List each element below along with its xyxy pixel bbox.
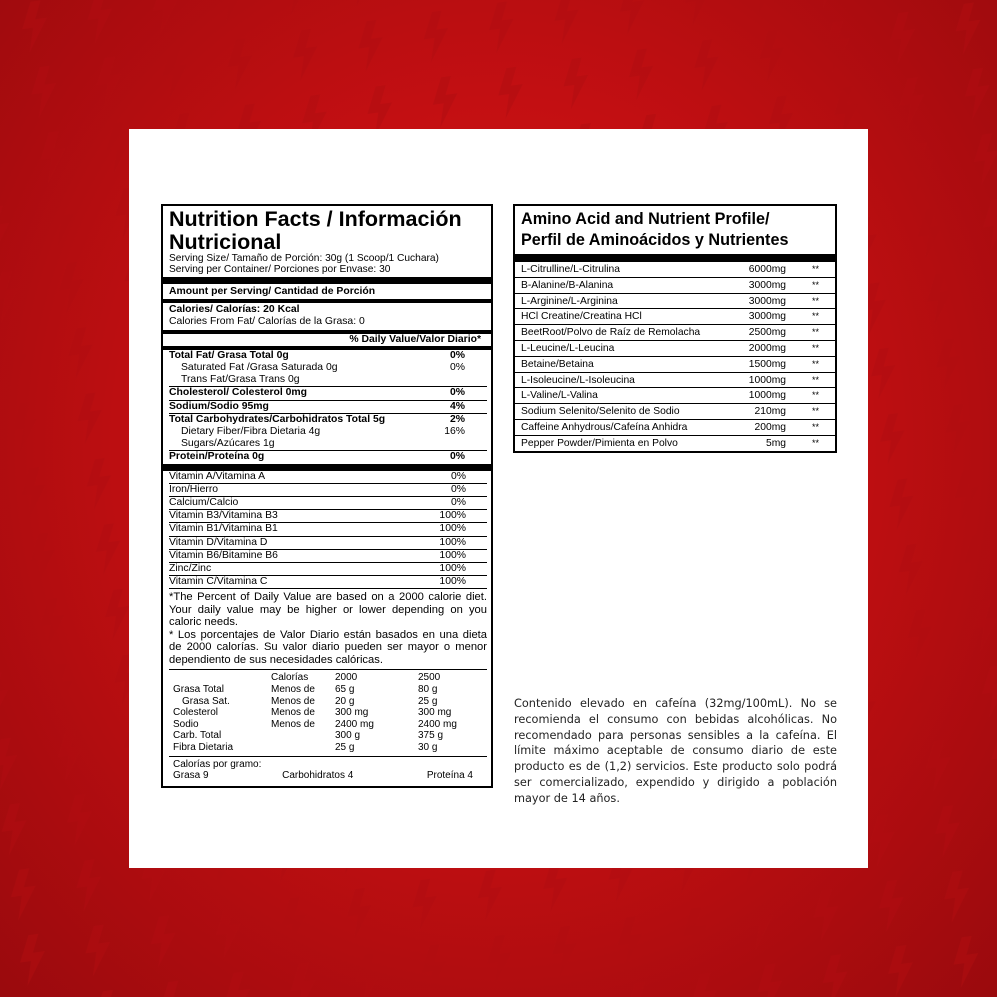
daily-value-footnote xyxy=(169,588,487,669)
nutrient-row: Cholesterol/ Colesterol 0mg 0% xyxy=(169,386,487,399)
calories-per-gram-values: Grasa 9 Carbohidratos 4 Proteína 4 xyxy=(173,770,473,782)
vitamin-row: Zinc/Zinc 100% xyxy=(169,562,487,575)
thick-divider xyxy=(163,277,491,284)
amount-per-serving: Amount per Serving/ Cantidad de Porción xyxy=(169,286,376,297)
nutrient-row: Saturated Fat /Grasa Saturada 0g 0% xyxy=(181,362,465,374)
amino-row: BeetRoot/Polvo de Raíz de Remolacha 2500mg ** xyxy=(515,324,835,340)
vitamin-row: Iron/Hierro 0% xyxy=(169,483,487,496)
vitamin-row: Calcium/Calcio 0% xyxy=(169,496,487,509)
vitamin-row: Vitamin D/Vitamina D 100% xyxy=(169,536,487,549)
footnote-english: *The Percent of Daily Value are based on a 2000 calorie diet. Your daily value may be higher or lower depending on you caloric needs. xyxy=(169,591,487,629)
dv-table-row: Sodio Menos de 2400 mg 2400 mg xyxy=(173,718,457,730)
dv-table-row: Grasa Total Menos de 65 g 80 g xyxy=(173,684,438,696)
nutrient-row: Protein/Proteína 0g 0% xyxy=(169,450,487,463)
amino-row: L-Isoleucine/L-Isoleucina 1000mg ** xyxy=(515,372,835,388)
footnote-spanish: * Los porcentajes de Valor Diario están basados en una dieta de 2000 calorías. Su valor diario pueden ser mayor o menor dependiento de sus necesidades calóricas. xyxy=(169,628,487,666)
nutrient-row: Sugars/Azúcares 1g xyxy=(181,438,275,450)
label-panel xyxy=(129,129,868,868)
amino-row: L-Leucine/L-Leucina 2000mg ** xyxy=(515,340,835,356)
nutrition-facts-panel xyxy=(161,204,493,788)
daily-value-reference-table xyxy=(169,669,487,755)
amino-row: Caffeine Anhydrous/Cafeína Anhidra 200mg ** xyxy=(515,419,835,435)
nutrition-facts-title: Nutrition Facts / Información Nutricional xyxy=(169,207,462,254)
vitamin-row: Vitamin B3/Vitamina B3 100% xyxy=(169,509,487,522)
vitamin-row: Vitamin A/Vitamina A 0% xyxy=(169,470,466,482)
amino-row: HCl Creatine/Creatina HCl 3000mg ** xyxy=(515,308,835,324)
thick-divider xyxy=(163,464,491,471)
dv-table-row: Calorías 2000 2500 xyxy=(271,672,441,684)
amino-row: Pepper Powder/Pimienta en Polvo 5mg ** xyxy=(515,435,835,451)
serving-info xyxy=(169,254,487,277)
vitamin-row: Vitamin B1/Vitamina B1 100% xyxy=(169,522,487,535)
amino-row: L-Citrulline/L-Citrulina 6000mg ** xyxy=(515,261,835,277)
nutrient-row: Trans Fat/Grasa Trans 0g xyxy=(181,374,300,386)
dv-table-row: Colesterol Menos de 300 mg 300 mg xyxy=(173,707,452,719)
vitamin-row: Vitamin B6/Bitamine B6 100% xyxy=(169,549,487,562)
amino-profile-title: Amino Acid and Nutrient Profile/ Perfil de Aminoácidos y Nutrientes xyxy=(521,210,789,249)
calories: Calories/ Calorías: 20 Kcal xyxy=(169,304,300,316)
dv-table-row: Carb. Total 300 g 375 g xyxy=(173,730,444,742)
nutrient-row: Dietary Fiber/Fibra Dietaria 4g 16% xyxy=(181,426,465,438)
calories-per-gram: Calorías por gramo: Grasa 9 Carbohidratos 4 Proteína 4 xyxy=(169,756,487,784)
vitamin-row: Vitamin C/Vitamina C 100% xyxy=(169,575,487,588)
amino-row: L-Arginine/L-Arginina 3000mg ** xyxy=(515,293,835,309)
amino-row: Betaine/Betaina 1500mg ** xyxy=(515,356,835,372)
thick-divider xyxy=(515,254,835,261)
amino-row: B-Alanine/B-Alanina 3000mg ** xyxy=(515,277,835,293)
amino-acid-profile-panel xyxy=(513,204,837,453)
amino-row: Sodium Selenito/Selenito de Sodio 210mg ** xyxy=(515,403,835,419)
nutrient-row: Sodium/Sodio 95mg 4% xyxy=(169,400,487,413)
dv-table-row: Fibra Dietaria 25 g 30 g xyxy=(173,742,438,754)
daily-value-header: % Daily Value/Valor Diario* xyxy=(349,333,481,345)
nutrient-row: Total Fat/ Grasa Total 0g 0% xyxy=(169,349,465,361)
serving-size: Serving Size/ Tamaño de Porción: 30g (1 Scoop/1 Cuchara) xyxy=(169,253,439,264)
nutrient-row: Total Carbohydrates/Carbohidratos Total 5g 2% xyxy=(169,413,487,426)
amino-row: L-Valine/L-Valina 1000mg ** xyxy=(515,387,835,403)
dv-table-row: Grasa Sat. Menos de 20 g 25 g xyxy=(182,695,438,707)
servings-per-container: Serving per Container/ Porciones por Envase: 30 xyxy=(169,263,391,275)
calories-from-fat: Calories From Fat/ Calorías de la Grasa: 0 xyxy=(169,316,365,328)
caffeine-warning-notice: Contenido elevado en cafeína (32mg/100mL). No se recomienda el consumo con bebidas alcohólicas. No recomendado para personas sensibles a la cafeína. El límite máximo aceptable de consumo diario de este producto es de (1,2) servicios. Este producto solo podrá ser comercializado, expendido y dirigido a población mayor de 14 años. xyxy=(514,697,837,805)
